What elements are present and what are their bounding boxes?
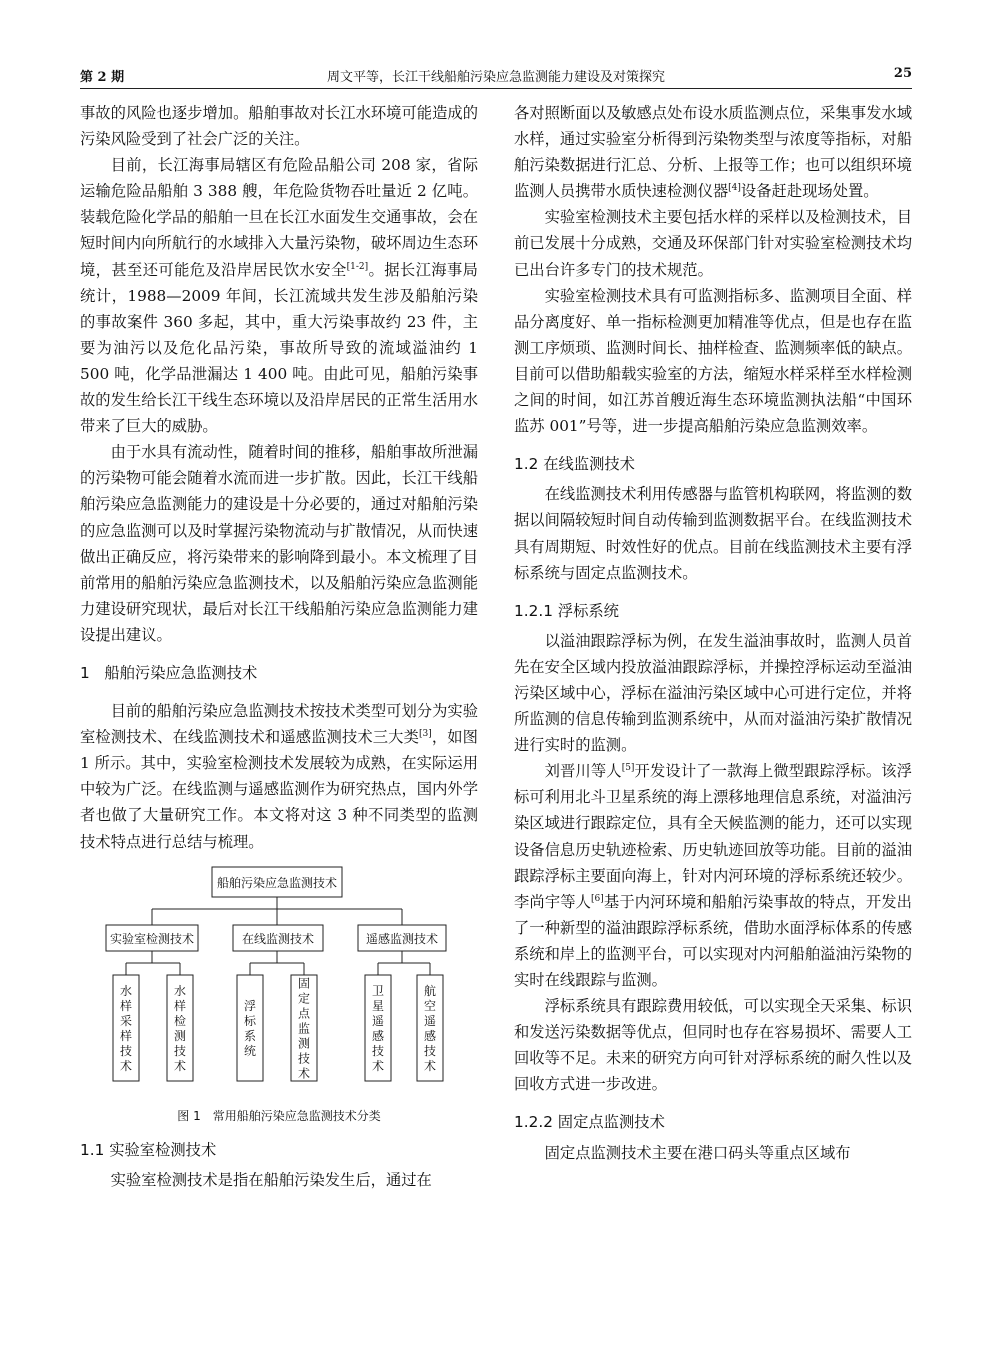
paragraph: 以溢油跟踪浮标为例，在发生溢油事故时，监测人员首先在安全区域内投放溢油跟踪浮标，并操控浮标运动至溢油污染区域中心，浮标在溢油污染区域中心可进行定位，并将所监测的信息传输到监测系统中，从而对溢油污染扩散情况进行实时的监测。	[514, 631, 912, 755]
paragraph: 各对照断面以及敏感点处布设水质监测点位，采集事发水域水样，通过实验室分析得到污染物类型与浓度等指标，对船舶污染数据进行汇总、分析、上报等工作；也可以组织环境监测人员携带水质快速检测仪器[4]设备赶赴现场处置。	[514, 104, 912, 201]
root-label: 船舶污染应急监测技术	[216, 875, 338, 890]
header-rule	[80, 88, 912, 89]
citation[interactable]: [6]	[591, 893, 604, 904]
citation[interactable]: [5]	[621, 763, 635, 774]
paragraph: 实验室检测技术主要包括水样的采样以及检测技术，目前已发展十分成熟，交通及环保部门针对实验室检测技术均已出台许多专门的技术规范。	[514, 208, 912, 279]
section-heading: 1.2.1 浮标系统	[514, 601, 619, 620]
paragraph: 目前，长江海事局辖区有危险品船公司 208 家，省际运输危险品船舶 3 388 艘，年危险货物吞吐量近 2 亿吨。装载危险化学品的船舶一旦在长江水面发生交通事故，会在短时间内向所航行的水域排入大量污染物，破坏周边生态环境，甚至还可能危及沿岸居民饮水安全[1-2]。据长江海事局统计，1988—2009 年间，长江流域共发生涉及船舶污染的事故案件 360 多起，其中，重大污染事故约 23 件，主要为油污以及危化品污染，事故所导致的流域溢油约 1 500 吨，化学品泄漏达 1 400 吨。由此可见，船舶污染事故的发生给长江干线生态环境以及沿岸居民的正常生活用水带来了巨大的威胁。	[80, 156, 478, 436]
paragraph: 事故的风险也逐步增加。船舶事故对长江水环境可能造成的污染风险受到了社会广泛的关注。	[80, 104, 478, 149]
running-header	[80, 66, 912, 88]
paragraph: 在线监测技术利用传感器与监管机构联网，将监测的数据以间隔较短时间自动传输到监测数据平台。在线监测技术具有周期短、时效性好的优点。目前在线监测技术主要有浮标系统与固定点监测技术。	[514, 485, 912, 582]
section-heading: 1.1 实验室检测技术	[80, 1140, 217, 1159]
page-number: 25	[893, 66, 912, 81]
level2-label: 遥感监测技术	[365, 931, 439, 946]
left-column	[80, 100, 478, 1193]
level2-label: 实验室检测技术	[109, 931, 195, 946]
leaf-label: 水样检测技术	[173, 983, 187, 1073]
paragraph: 固定点监测技术主要在港口码头等重点区域布	[544, 1143, 851, 1162]
citation[interactable]: [1-2]	[346, 261, 369, 272]
figure-caption: 图 1 常用船舶污染应急监测技术分类	[177, 1108, 381, 1123]
citation[interactable]: [4]	[728, 183, 741, 194]
running-title: 周文平等，长江干线船舶污染应急监测能力建设及对策探究	[326, 70, 665, 85]
technology-tree-diagram	[80, 863, 478, 1103]
paragraph: 由于水具有流动性，随着时间的推移，船舶事故所泄漏的污染物可能会随着水流而进一步扩散。因此，长江干线船舶污染应急监测能力的建设是十分必要的，通过对船舶污染的应急监测可以及时掌握污染物流动与扩散情况，从而快速做出正确反应，将污染带来的影响降到最小。本文梳理了目前常用的船舶污染应急监测技术，以及船舶污染应急监测能力建设研究现状，最后对长江干线船舶污染应急监测能力建设提出建议。	[80, 443, 478, 644]
citation[interactable]: [3]	[419, 729, 432, 740]
paragraph: 实验室检测技术是指在船舶污染发生后，通过在	[110, 1170, 432, 1189]
issue-label: 第 2 期	[80, 70, 125, 85]
section-heading: 1 船舶污染应急监测技术	[80, 663, 258, 682]
leaf-label: 航空遥感技术	[423, 983, 437, 1073]
right-column	[514, 100, 912, 1166]
leaf-label: 水样采样技术	[119, 983, 133, 1073]
leaf-label: 固定点监测技术	[297, 976, 311, 1081]
leaf-label: 卫星遥感技术	[371, 983, 385, 1073]
level2-label: 在线监测技术	[241, 931, 315, 946]
paragraph: 浮标系统具有跟踪费用较低，可以实现全天采集、标识和发送污染数据等优点，但同时也存在容易损坏、需要人工回收等不足。未来的研究方向可针对浮标系统的耐久性以及回收方式进一步改进。	[514, 997, 912, 1094]
paragraph: 实验室检测技术具有可监测指标多、监测项目全面、样品分离度好、单一指标检测更加精准等优点，但是也存在监测工序烦琐、监测时间长、抽样检查、监测频率低的缺点。目前可以借助船载实验室的方法，缩短水样采样至水样检测之间的时间，如江苏首艘近海生态环境监测执法船“中国环监苏 001”号等，进一步提高船舶污染应急监测效率。	[514, 286, 912, 436]
section-heading: 1.2 在线监测技术	[514, 455, 635, 474]
paragraph: 目前的船舶污染应急监测技术按技术类型可划分为实验室检测技术、在线监测技术和遥感监测技术三大类[3]，如图 1 所示。其中，实验室检测技术发展较为成熟，在实际运用中较为广泛。在线监测与遥感监测作为研究热点，国内外学者也做了大量研究工作。本文将对这 3 种不同类型的监测技术特点进行总结与梳理。	[80, 702, 478, 851]
leaf-label: 浮标系统	[243, 998, 257, 1058]
paragraph: 刘晋川等人[5]开发设计了一款海上微型跟踪浮标。该浮标可利用北斗卫星系统的海上漂移地理信息系统，对溢油污染区域进行跟踪定位，具有全天候监测的能力，还可以实现设备信息历史轨迹检索、历史轨迹回放等功能。目前的溢油跟踪浮标主要面向海上，针对内河环境的浮标系统还较少。李尚宇等人[6]基于内河环境和船舶污染事故的特点，开发出了一种新型的溢油跟踪浮标系统，借助水面浮标体系的传感系统和岸上的监测平台，可以实现对内河船舶溢油污染物的实时在线跟踪与监测。	[514, 762, 912, 989]
section-heading: 1.2.2 固定点监测技术	[514, 1113, 665, 1132]
figure-1	[80, 863, 478, 1125]
